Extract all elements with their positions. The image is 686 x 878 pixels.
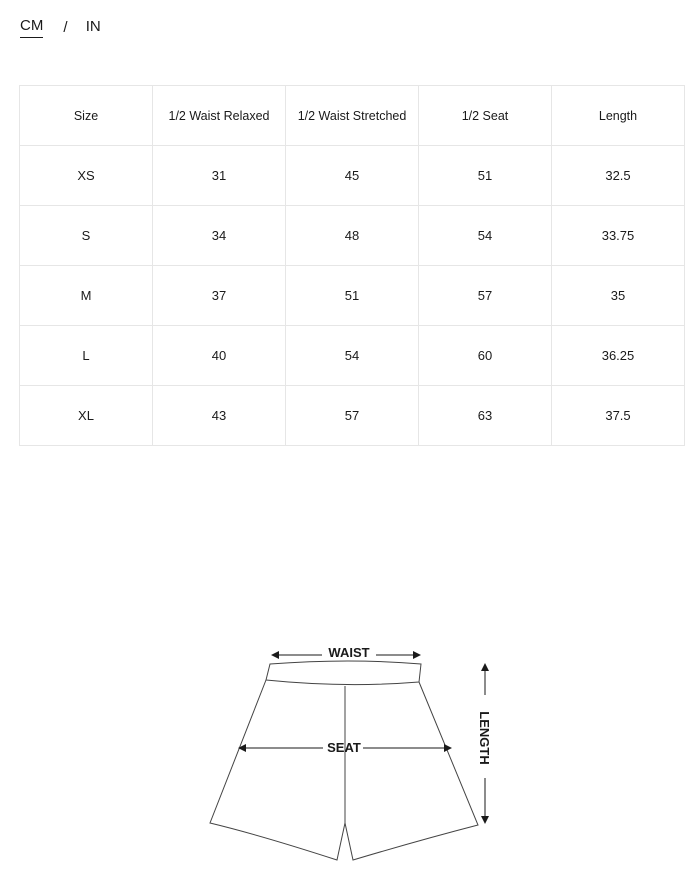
table-cell: 51 (286, 266, 419, 326)
shorts-body-outline (210, 680, 478, 860)
unit-in-button[interactable]: IN (85, 18, 101, 35)
table-cell: 36.25 (552, 326, 685, 386)
table-cell: 37.5 (552, 386, 685, 446)
table-cell: 63 (419, 386, 552, 446)
table-cell: 54 (286, 326, 419, 386)
waist-label: WAIST (328, 645, 370, 660)
table-cell: 34 (153, 206, 286, 266)
table-cell-size: L (20, 326, 153, 386)
table-cell: 48 (286, 206, 419, 266)
seat-label: SEAT (327, 740, 361, 755)
shorts-measurement-diagram (200, 640, 500, 870)
header-waist-relaxed: 1/2 Waist Relaxed (153, 86, 286, 146)
length-label: LENGTH (477, 711, 492, 765)
shorts-icon (200, 640, 500, 870)
table-cell-size: M (20, 266, 153, 326)
table-row (20, 386, 685, 446)
table-cell: 40 (153, 326, 286, 386)
table-cell: 45 (286, 146, 419, 206)
table-cell: 33.75 (552, 206, 685, 266)
table-cell: 43 (153, 386, 286, 446)
table-cell: 32.5 (552, 146, 685, 206)
table-row (20, 266, 685, 326)
header-waist-stretched: 1/2 Waist Stretched (286, 86, 419, 146)
table-cell: 60 (419, 326, 552, 386)
size-chart-table (19, 85, 685, 446)
table-cell: 35 (552, 266, 685, 326)
header-length: Length (552, 86, 685, 146)
table-cell-size: XL (20, 386, 153, 446)
table-cell: 37 (153, 266, 286, 326)
table-header-row (20, 86, 685, 146)
table-cell: 57 (419, 266, 552, 326)
waistband-outline (266, 661, 421, 685)
table-row (20, 326, 685, 386)
header-size: Size (20, 86, 153, 146)
header-seat: 1/2 Seat (419, 86, 552, 146)
table-cell-size: S (20, 206, 153, 266)
unit-separator: / (63, 18, 68, 36)
table-cell: 51 (419, 146, 552, 206)
table-row (20, 206, 685, 266)
table-cell: 57 (286, 386, 419, 446)
unit-cm-button[interactable]: CM (20, 16, 43, 38)
table-row (20, 146, 685, 206)
table-cell: 54 (419, 206, 552, 266)
table-cell: 31 (153, 146, 286, 206)
unit-toggle (20, 15, 101, 39)
table-cell-size: XS (20, 146, 153, 206)
